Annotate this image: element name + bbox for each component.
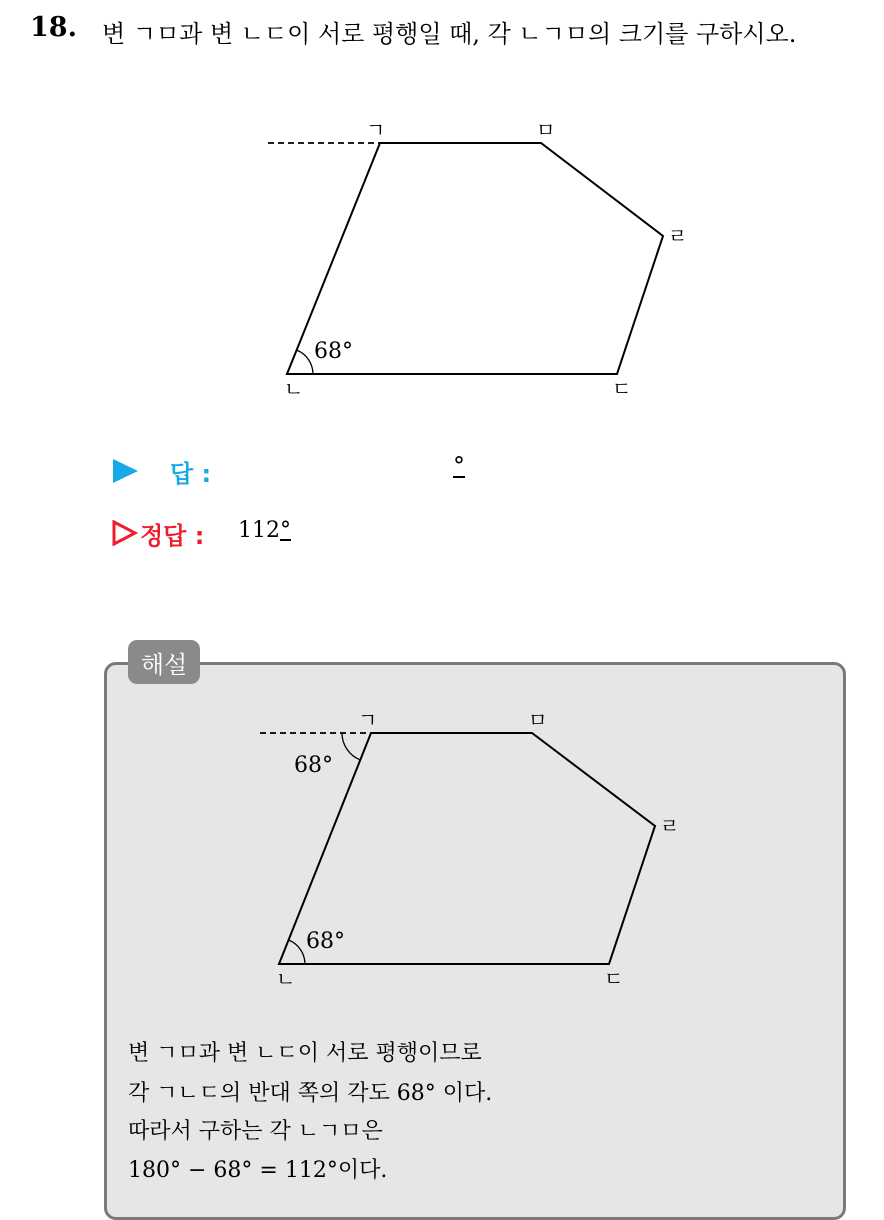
- answer-unit: °: [453, 452, 465, 480]
- correct-label: 정답 :: [140, 522, 205, 550]
- explanation-vertex-label-g: ㄱ: [358, 708, 378, 732]
- explanation-angle-label-bottom: 68°: [306, 929, 345, 954]
- vertex-label-r: ㄹ: [668, 224, 688, 248]
- explanation-vertex-label-r: ㄹ: [660, 814, 680, 838]
- correct-answer: [238, 518, 291, 543]
- angle-arc: [297, 350, 314, 374]
- play-triangle-icon: [112, 458, 140, 484]
- correct-value: 112: [238, 518, 280, 543]
- question-number: 18.: [30, 12, 77, 43]
- explanation-line-4: 180° − 68° = 112°이다.: [128, 1158, 388, 1183]
- angle-label: 68°: [314, 339, 353, 364]
- question-text: 변 ㄱㅁ과 변 ㄴㄷ이 서로 평행일 때, 각 ㄴㄱㅁ의 크기를 구하시오.: [102, 20, 797, 48]
- vertex-label-n: ㄴ: [284, 377, 304, 401]
- explanation-angle-label-top: 68°: [294, 753, 333, 778]
- explanation-badge: 해설: [128, 640, 200, 684]
- pentagon-figure: [0, 0, 884, 420]
- answer-label: 답 :: [170, 460, 212, 488]
- explanation-line-3: 따라서 구하는 각 ㄴㄱㅁ은: [128, 1119, 383, 1144]
- explanation-vertex-label-n: ㄴ: [276, 967, 296, 991]
- vertex-label-g: ㄱ: [366, 118, 386, 142]
- correct-unit: °: [280, 518, 291, 543]
- outline-triangle-icon: [112, 520, 138, 546]
- vertex-label-m: ㅁ: [536, 118, 556, 142]
- explanation-vertex-label-d: ㄷ: [604, 967, 624, 991]
- vertex-label-d: ㄷ: [612, 377, 632, 401]
- explanation-line-2: 각 ㄱㄴㄷ의 반대 쪽의 각도 68° 이다.: [128, 1081, 493, 1106]
- explanation-vertex-label-m: ㅁ: [528, 708, 548, 732]
- explanation-line-1: 변 ㄱㅁ과 변 ㄴㄷ이 서로 평행이므로: [128, 1041, 482, 1066]
